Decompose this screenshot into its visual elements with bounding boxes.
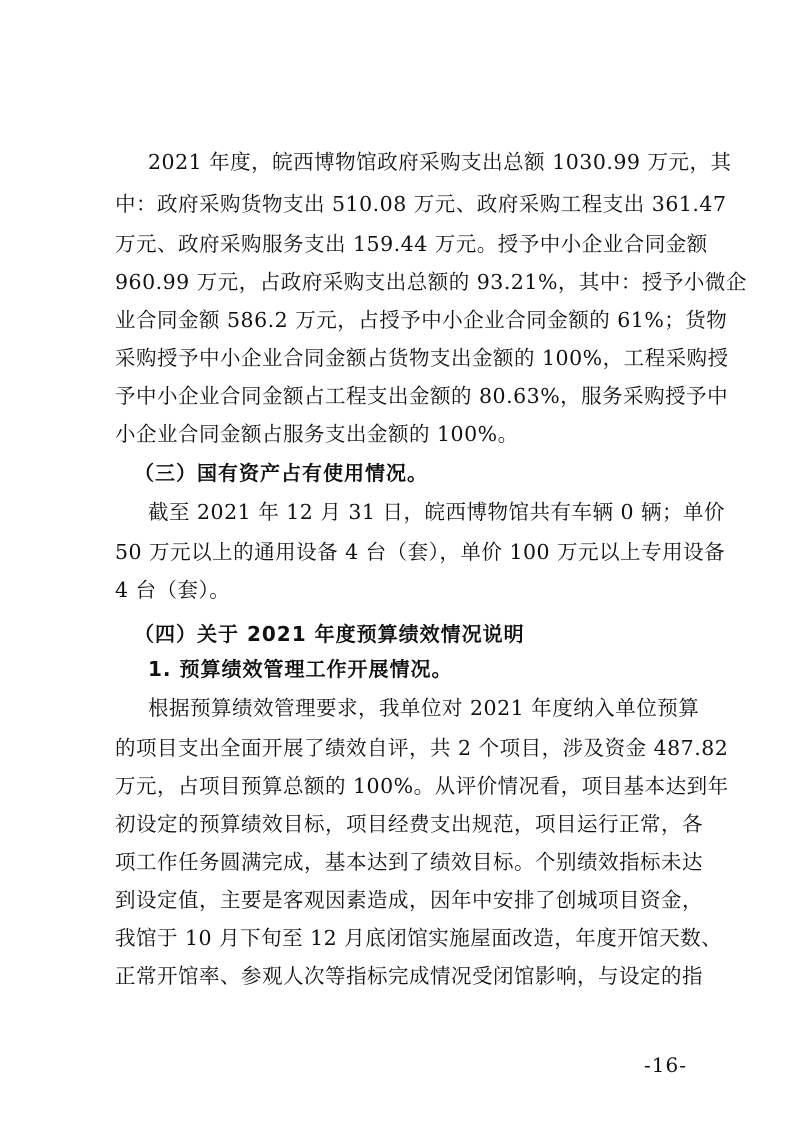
paragraph-line: 业合同金额 586.2 万元，占授予中小企业合同金额的 61%；货物 — [115, 308, 728, 332]
paragraph-line: 截至 2021 年 12 月 31 日，皖西博物馆共有车辆 0 辆；单价 — [148, 500, 726, 524]
paragraph-line: 4 台（套）。 — [115, 578, 231, 602]
paragraph-line: 予中小企业合同金额占工程支出金额的 80.63%，服务采购授予中 — [115, 384, 729, 408]
paragraph-line: 项工作任务圆满完成，基本达到了绩效目标。个别绩效指标未达 — [115, 850, 703, 874]
paragraph-line: 小企业合同金额占服务支出金额的 100%。 — [115, 422, 519, 446]
paragraph-line: 960.99 万元，占政府采购支出总额的 93.21%，其中：授予小微企 — [115, 270, 747, 294]
paragraph-line: 中：政府采购货物支出 510.08 万元、政府采购工程支出 361.47 — [115, 192, 727, 216]
paragraph-line: 根据预算绩效管理要求，我单位对 2021 年度纳入单位预算 — [148, 696, 700, 720]
paragraph-line: 采购授予中小企业合同金额占货物支出金额的 100%，工程采购授 — [115, 346, 729, 370]
paragraph-line: 我馆于 10 月下旬至 12 月底闭馆实施屋面改造，年度开馆天数、 — [115, 926, 723, 950]
paragraph-line: 的项目支出全面开展了绩效自评，共 2 个项目，涉及资金 487.82 — [115, 736, 729, 760]
subsection-heading: 1. 预算绩效管理工作开展情况。 — [148, 657, 453, 681]
paragraph-line: 50 万元以上的通用设备 4 台（套），单价 100 万元以上专用设备 — [115, 540, 726, 564]
section-heading-assets: （三）国有资产占有使用情况。 — [134, 461, 428, 485]
paragraph-line: 正常开馆率、参观人次等指标完成情况受闭馆影响，与设定的指 — [115, 964, 703, 988]
paragraph-line: 到设定值，主要是客观因素造成，因年中安排了创城项目资金， — [115, 888, 703, 912]
paragraph-line: 万元、政府采购服务支出 159.44 万元。授予中小企业合同金额 — [115, 232, 708, 256]
section-heading-performance: （四）关于 2021 年度预算绩效情况说明 — [134, 622, 525, 646]
paragraph-line: 2021 年度，皖西博物馆政府采购支出总额 1030.99 万元，其 — [148, 150, 732, 174]
paragraph-line: 初设定的预算绩效目标，项目经费支出规范，项目运行正常，各 — [115, 812, 703, 836]
page-number: -16- — [644, 1053, 687, 1077]
paragraph-line: 万元，占项目预算总额的 100%。从评价情况看，项目基本达到年 — [115, 774, 729, 798]
